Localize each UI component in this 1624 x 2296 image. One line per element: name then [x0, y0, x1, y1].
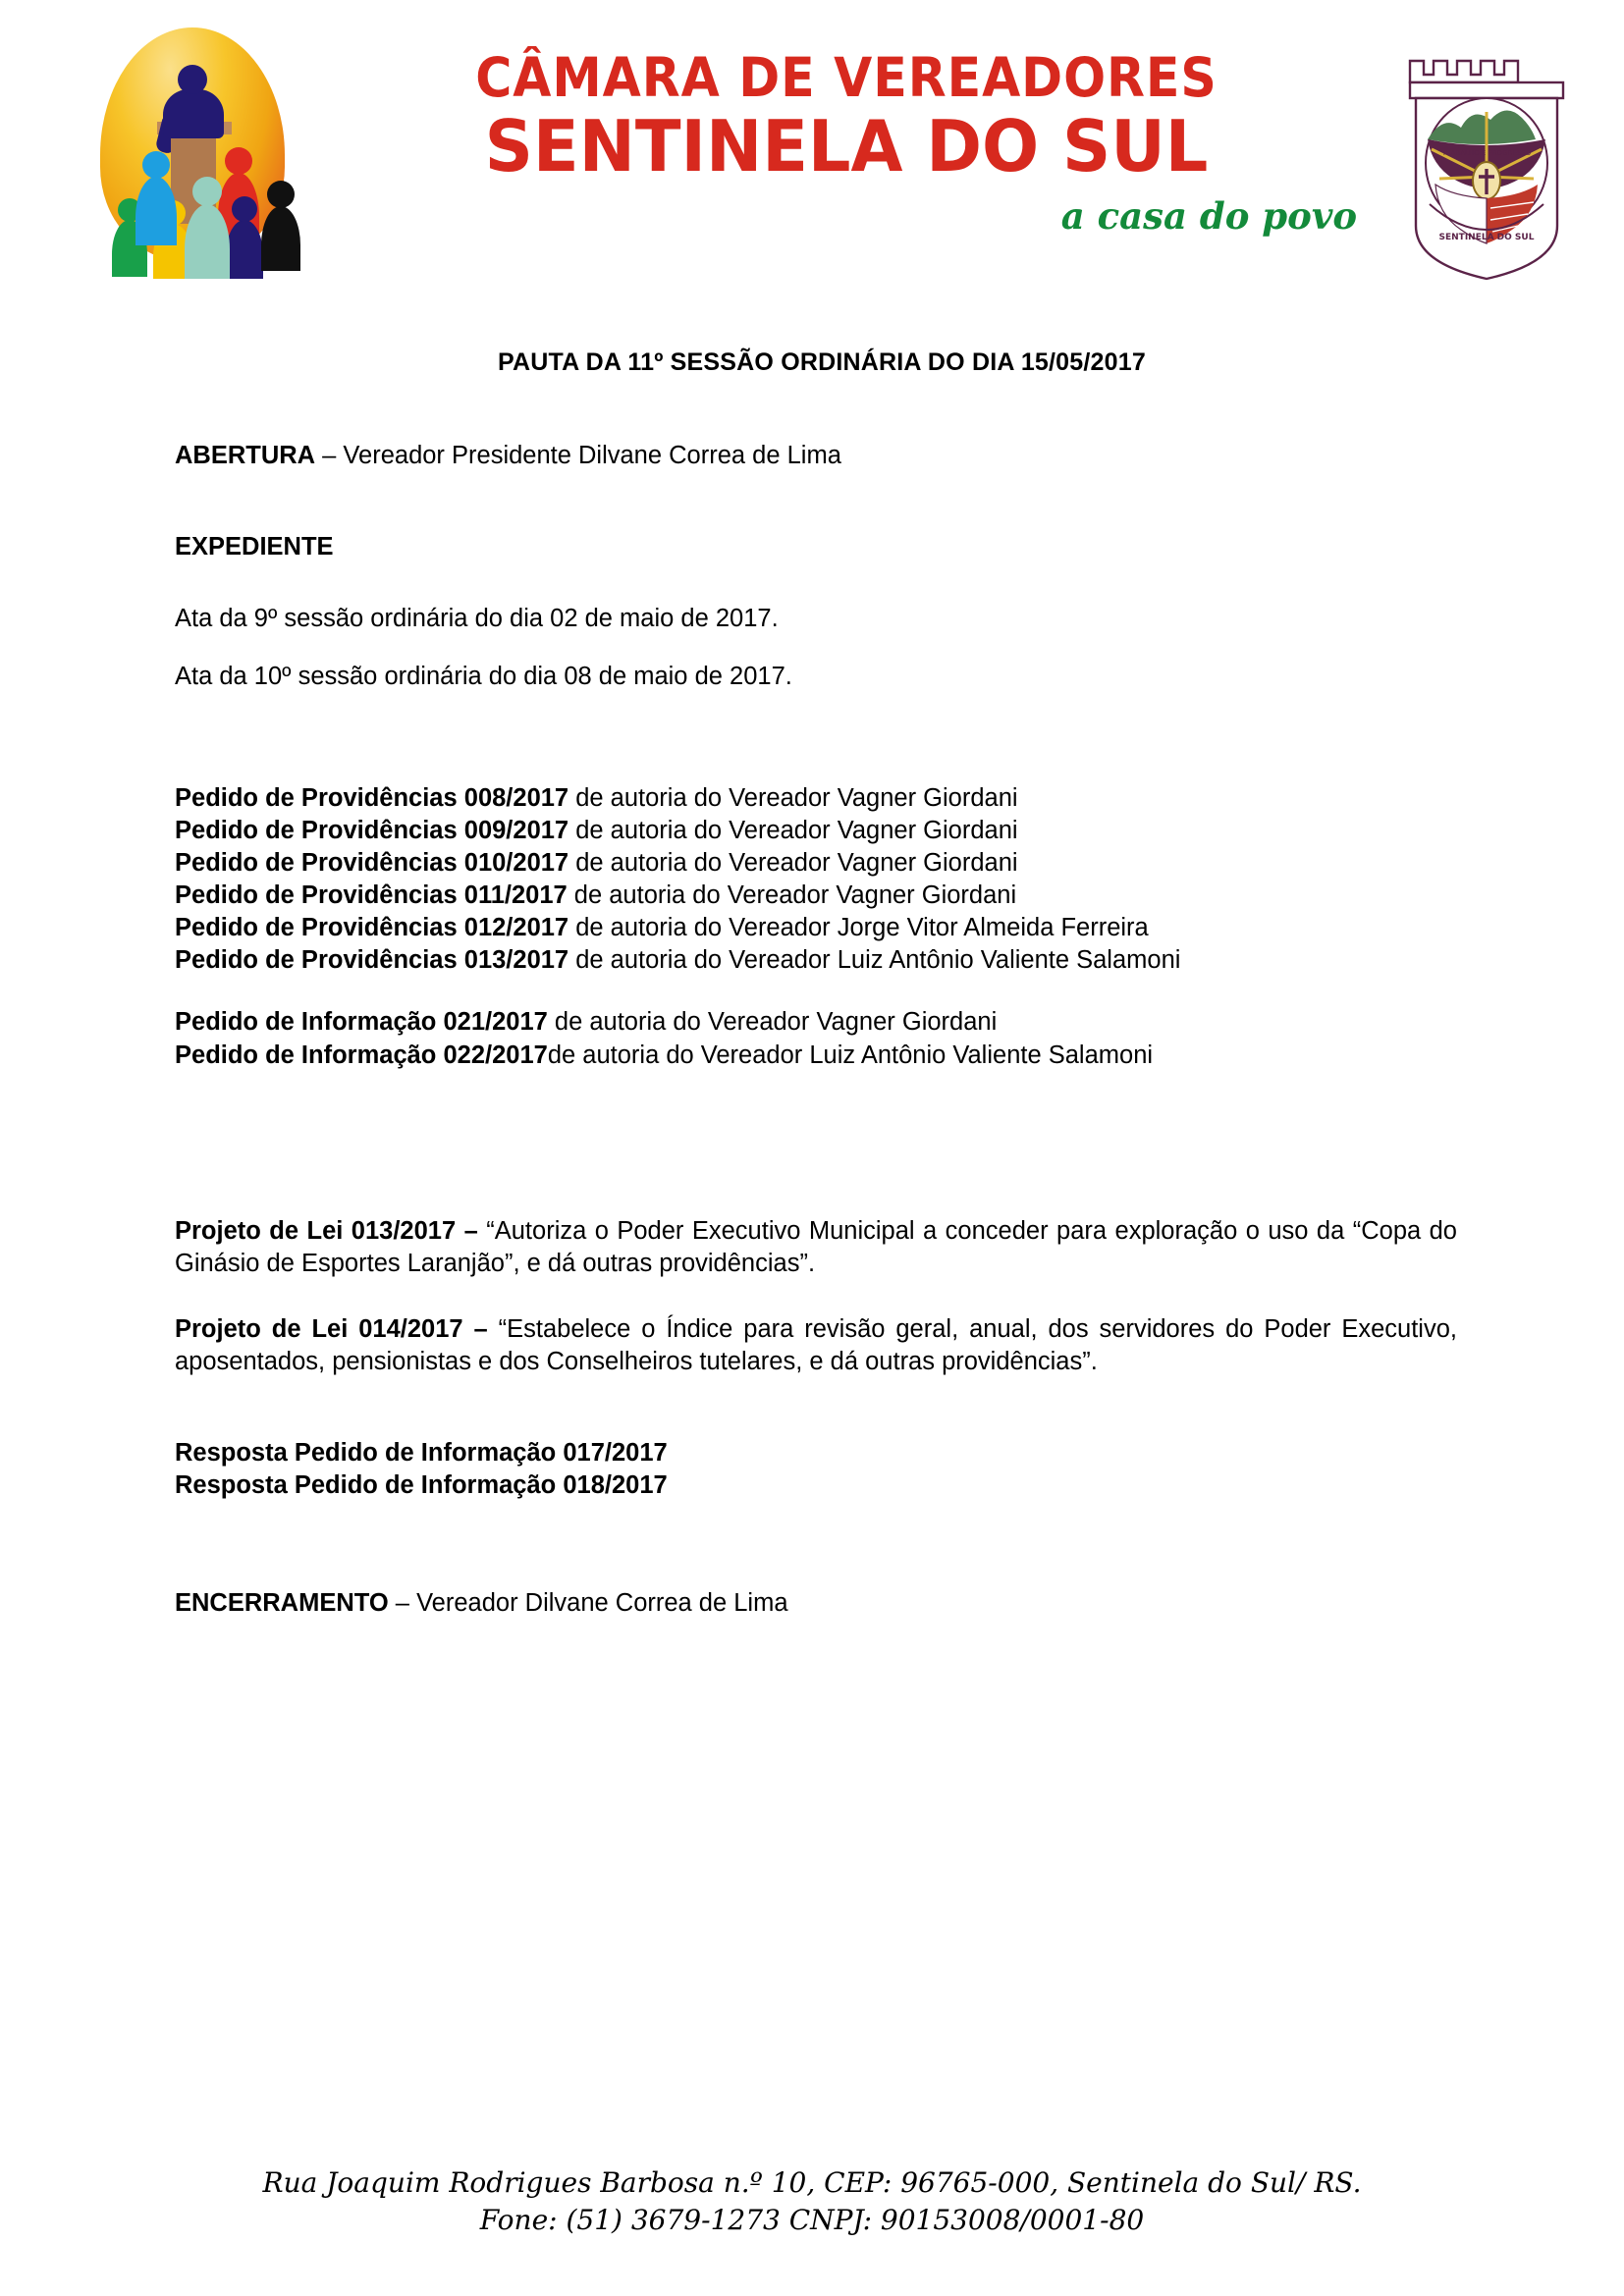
- council-logo-icon: [69, 27, 314, 273]
- resposta-informacao-row: Resposta Pedido de Informação 017/2017: [175, 1439, 668, 1468]
- page-title: PAUTA DA 11º SESSÃO ORDINÁRIA DO DIA 15/05/2017: [498, 348, 1146, 376]
- pedido-providencias-row: [175, 815, 1457, 847]
- projeto-lei-number: Projeto de Lei 013/2017 –: [175, 1216, 487, 1245]
- abertura-label: ABERTURA: [175, 442, 316, 469]
- pedido-providencias-number: Pedido de Providências 012/2017: [175, 914, 569, 942]
- projeto-lei-number: Projeto de Lei 014/2017 –: [175, 1314, 499, 1343]
- resposta-informacao-row: Resposta Pedido de Informação 018/2017: [175, 1471, 668, 1500]
- projeto-lei-text: “Autoriza o Poder Executivo Municipal a conceder para exploração o uso da “Copa do Ginásio de Esportes Laranjão”, e dá outras providências”.: [175, 1216, 1457, 1277]
- svg-text:SENTINELA DO SUL: SENTINELA DO SUL: [1438, 233, 1535, 242]
- pedido-providencias-author: de autoria do Vereador Vagner Giordani: [568, 783, 1018, 812]
- pedido-informacao-row: [175, 1040, 1457, 1072]
- encerramento-text: – Vereador Dilvane Correa de Lima: [388, 1588, 788, 1617]
- pedido-informacao-number: Pedido de Informação 021/2017: [175, 1008, 548, 1037]
- encerramento-label: ENCERRAMENTO: [175, 1588, 389, 1617]
- pedido-providencias-number: Pedido de Providências 009/2017: [175, 816, 569, 844]
- ata-line: Ata da 9º sessão ordinária do dia 02 de maio de 2017.: [175, 605, 779, 633]
- footer-contact: Fone: (51) 3679-1273 CNPJ: 90153008/0001-80: [479, 2204, 1145, 2237]
- projeto-lei-text: “Estabelece o Índice para revisão geral, anual, dos servidores do Poder Executivo, aposentados, pensionistas e dos Conselheiros tutelares, e dá outras providências”.: [175, 1314, 1457, 1376]
- letterhead-title-block: [314, 18, 1388, 238]
- pedido-providencias-number: Pedido de Providências 011/2017: [175, 881, 568, 909]
- projeto-lei-row: [175, 1215, 1457, 1280]
- letterhead-tagline: a casa do povo: [1060, 194, 1357, 239]
- pedido-providencias-author: de autoria do Vereador Vagner Giordani: [568, 848, 1018, 877]
- pedido-providencias-row: [175, 782, 1457, 815]
- pedido-providencias-row: [175, 880, 1457, 912]
- pedido-informacao-row: [175, 1006, 1457, 1039]
- abertura-text: – Vereador Presidente Dilvane Correa de Lima: [315, 442, 841, 469]
- abertura-line: [175, 440, 1457, 472]
- pedido-providencias-author: de autoria do Vereador Jorge Vitor Almeida Ferreira: [568, 914, 1149, 942]
- pedido-providencias-row: [175, 847, 1457, 880]
- document-body: [0, 381, 1624, 1620]
- pedido-providencias-row: [175, 944, 1457, 977]
- municipal-coat-of-arms-icon: [1388, 29, 1585, 285]
- ata-line: Ata da 10º sessão ordinária do dia 08 de maio de 2017.: [175, 663, 792, 691]
- projeto-lei-row: [175, 1313, 1457, 1378]
- letterhead-line-municipality: SENTINELA DO SUL: [484, 105, 1209, 187]
- pedido-providencias-author: de autoria do Vereador Vagner Giordani: [567, 881, 1017, 909]
- letterhead-line-camara: CÂMARA DE VEREADORES: [475, 46, 1218, 109]
- pedido-providencias-number: Pedido de Providências 008/2017: [175, 783, 569, 812]
- pedido-informacao-author: de autoria do Vereador Luiz Antônio Valiente Salamoni: [547, 1041, 1154, 1069]
- letterhead: [0, 0, 1624, 348]
- pedido-providencias-number: Pedido de Providências 010/2017: [175, 848, 569, 877]
- pedido-providencias-row: [175, 912, 1457, 944]
- pedido-informacao-number: Pedido de Informação 022/2017: [175, 1041, 548, 1069]
- page-footer: [0, 2164, 1624, 2239]
- pedido-providencias-number: Pedido de Providências 013/2017: [175, 946, 569, 975]
- encerramento-line: [175, 1587, 1457, 1620]
- svg-text:TRABALHO E PROGRESSO: TRABALHO E PROGRESSO: [1441, 149, 1532, 157]
- expediente-label: EXPEDIENTE: [175, 533, 334, 561]
- footer-address: Rua Joaquim Rodrigues Barbosa n.º 10, CEP: 96765-000, Sentinela do Sul/ RS.: [262, 2166, 1362, 2200]
- logo-person-black: [261, 206, 300, 271]
- pedido-providencias-author: de autoria do Vereador Vagner Giordani: [568, 816, 1018, 844]
- pedido-providencias-author: de autoria do Vereador Luiz Antônio Valiente Salamoni: [568, 946, 1181, 975]
- pedido-informacao-author: de autoria do Vereador Vagner Giordani: [547, 1008, 998, 1037]
- logo-speaker-head: [178, 65, 207, 94]
- logo-speaker-body: [163, 89, 224, 138]
